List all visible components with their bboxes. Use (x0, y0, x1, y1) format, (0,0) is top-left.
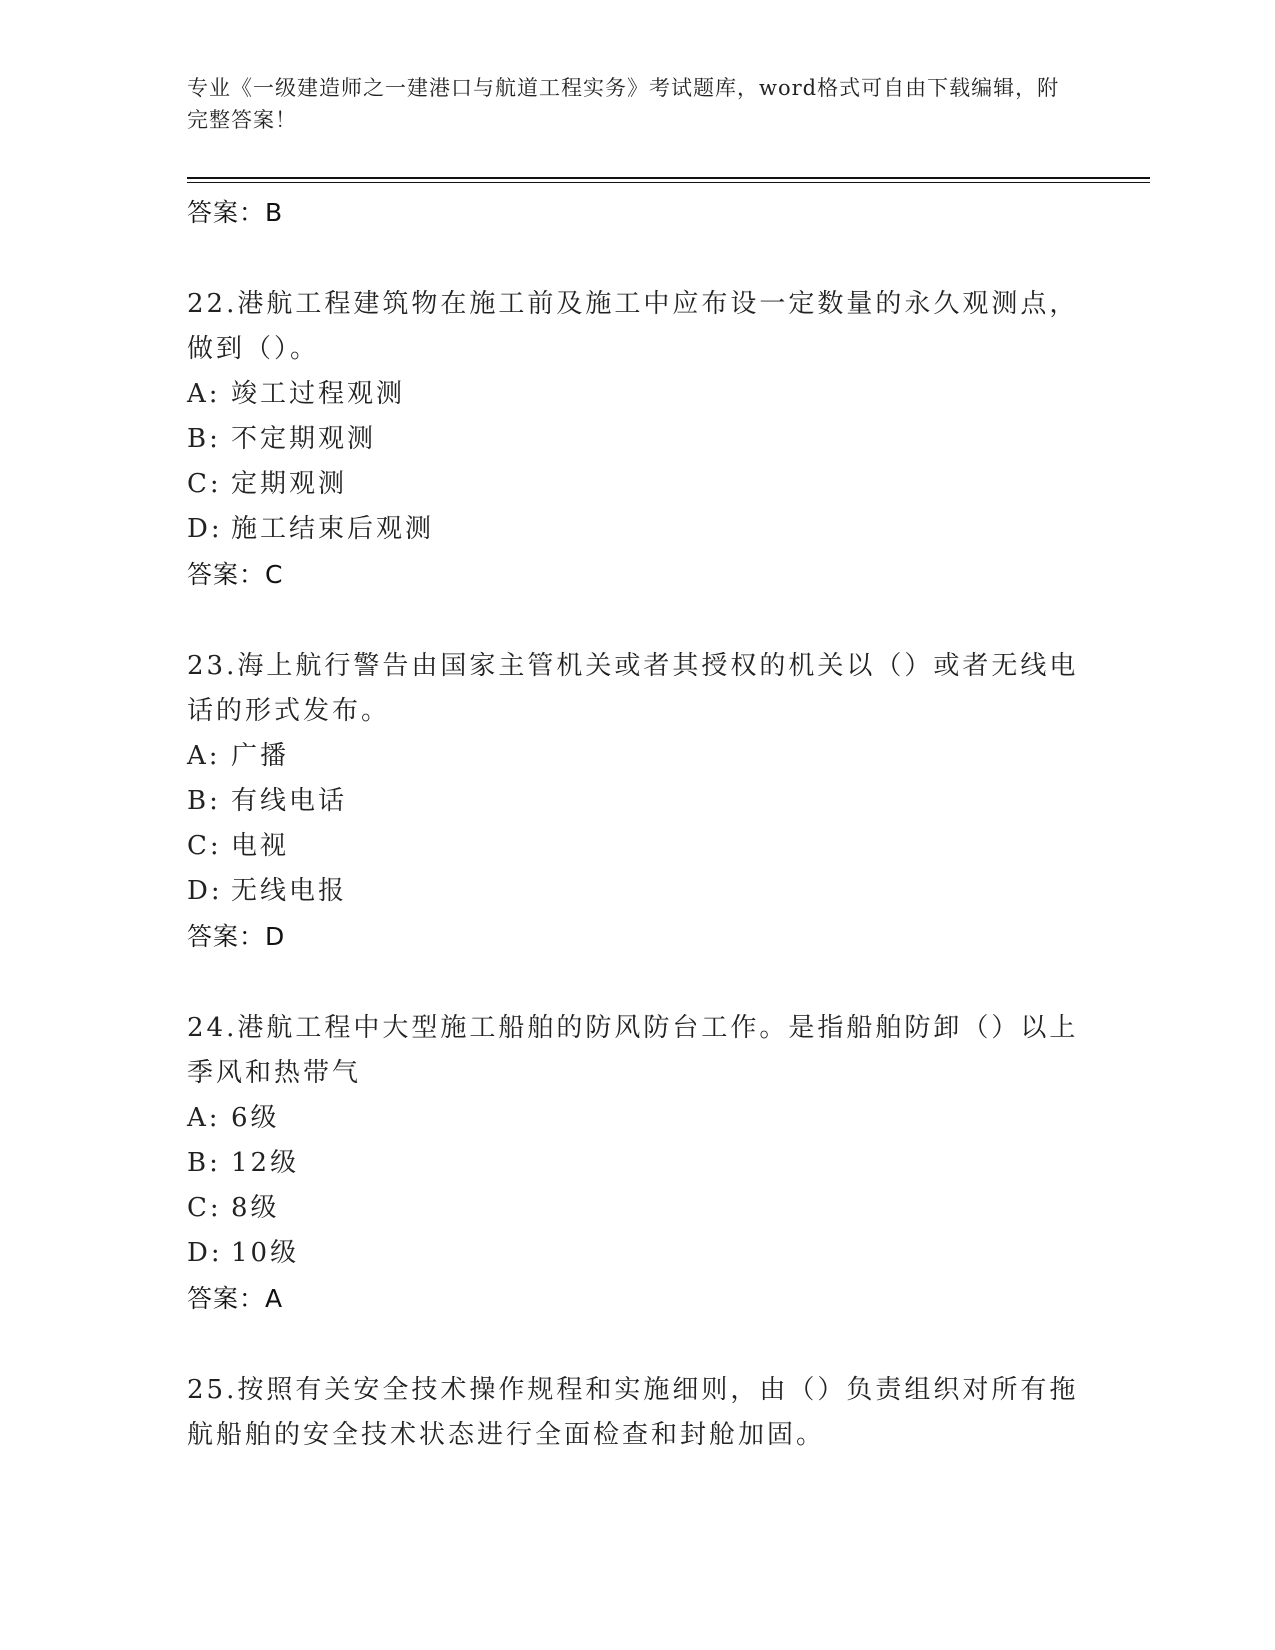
option-text: 12级 (231, 1148, 300, 1178)
option-letter: D: (187, 514, 223, 544)
option-text: 不定期观测 (231, 424, 377, 454)
option-c (187, 462, 1087, 507)
option-letter: A: (187, 1103, 221, 1133)
question-text: 23.海上航行警告由国家主管机关或者其授权的机关以（）或者无线电话的形式发布。 (187, 651, 1079, 726)
answer-line: 答案：B (187, 198, 284, 227)
header-divider-thin (187, 182, 1150, 183)
question-text: 25.按照有关安全技术操作规程和实施细则，由（）负责组织对所有拖航船舶的安全技术状态进行全面检查和封舱加固。 (187, 1375, 1079, 1450)
option-c (187, 1186, 1087, 1231)
answer-line: 答案：D (187, 922, 286, 951)
option-letter: D: (187, 876, 223, 906)
option-b (187, 417, 1087, 462)
question-text: 24.港航工程中大型施工船舶的防风防台工作。是指船舶防卸（）以上季风和热带气 (187, 1013, 1079, 1088)
option-text: 10级 (231, 1238, 300, 1268)
option-letter: A: (187, 741, 221, 771)
option-d (187, 1231, 1087, 1276)
option-b (187, 779, 1087, 824)
option-b (187, 1141, 1087, 1186)
header-divider-thick (187, 177, 1150, 179)
option-c (187, 824, 1087, 869)
option-text: 定期观测 (231, 469, 348, 499)
question-block (187, 1368, 1087, 1458)
option-letter: C: (187, 831, 222, 861)
option-text: 电视 (231, 831, 290, 861)
answer-line: 答案：A (187, 1284, 284, 1313)
option-d (187, 507, 1087, 552)
option-letter: C: (187, 1193, 222, 1223)
question-block (187, 1006, 1087, 1322)
document-body (187, 190, 1087, 1458)
answer-line: 答案：C (187, 560, 284, 589)
option-a (187, 734, 1087, 779)
option-a (187, 372, 1087, 417)
option-text: 8级 (231, 1193, 280, 1223)
option-letter: D: (187, 1238, 223, 1268)
option-text: 无线电报 (231, 876, 348, 906)
option-text: 有线电话 (231, 786, 348, 816)
question-block (187, 282, 1087, 598)
question-block (187, 644, 1087, 960)
option-d (187, 869, 1087, 914)
option-letter: C: (187, 469, 222, 499)
question-text: 22.港航工程建筑物在施工前及施工中应布设一定数量的永久观测点，做到（）。 (187, 289, 1079, 364)
document-header: 专业《一级建造师之一建港口与航道工程实务》考试题库，word格式可自由下载编辑，附完整答案！ (187, 76, 1060, 132)
option-text: 竣工过程观测 (231, 379, 406, 409)
option-text: 广播 (231, 741, 290, 771)
option-text: 施工结束后观测 (231, 514, 435, 544)
option-letter: B: (187, 1148, 221, 1178)
option-text: 6级 (231, 1103, 280, 1133)
option-letter: B: (187, 786, 221, 816)
option-letter: B: (187, 424, 221, 454)
option-letter: A: (187, 379, 221, 409)
option-a (187, 1096, 1087, 1141)
